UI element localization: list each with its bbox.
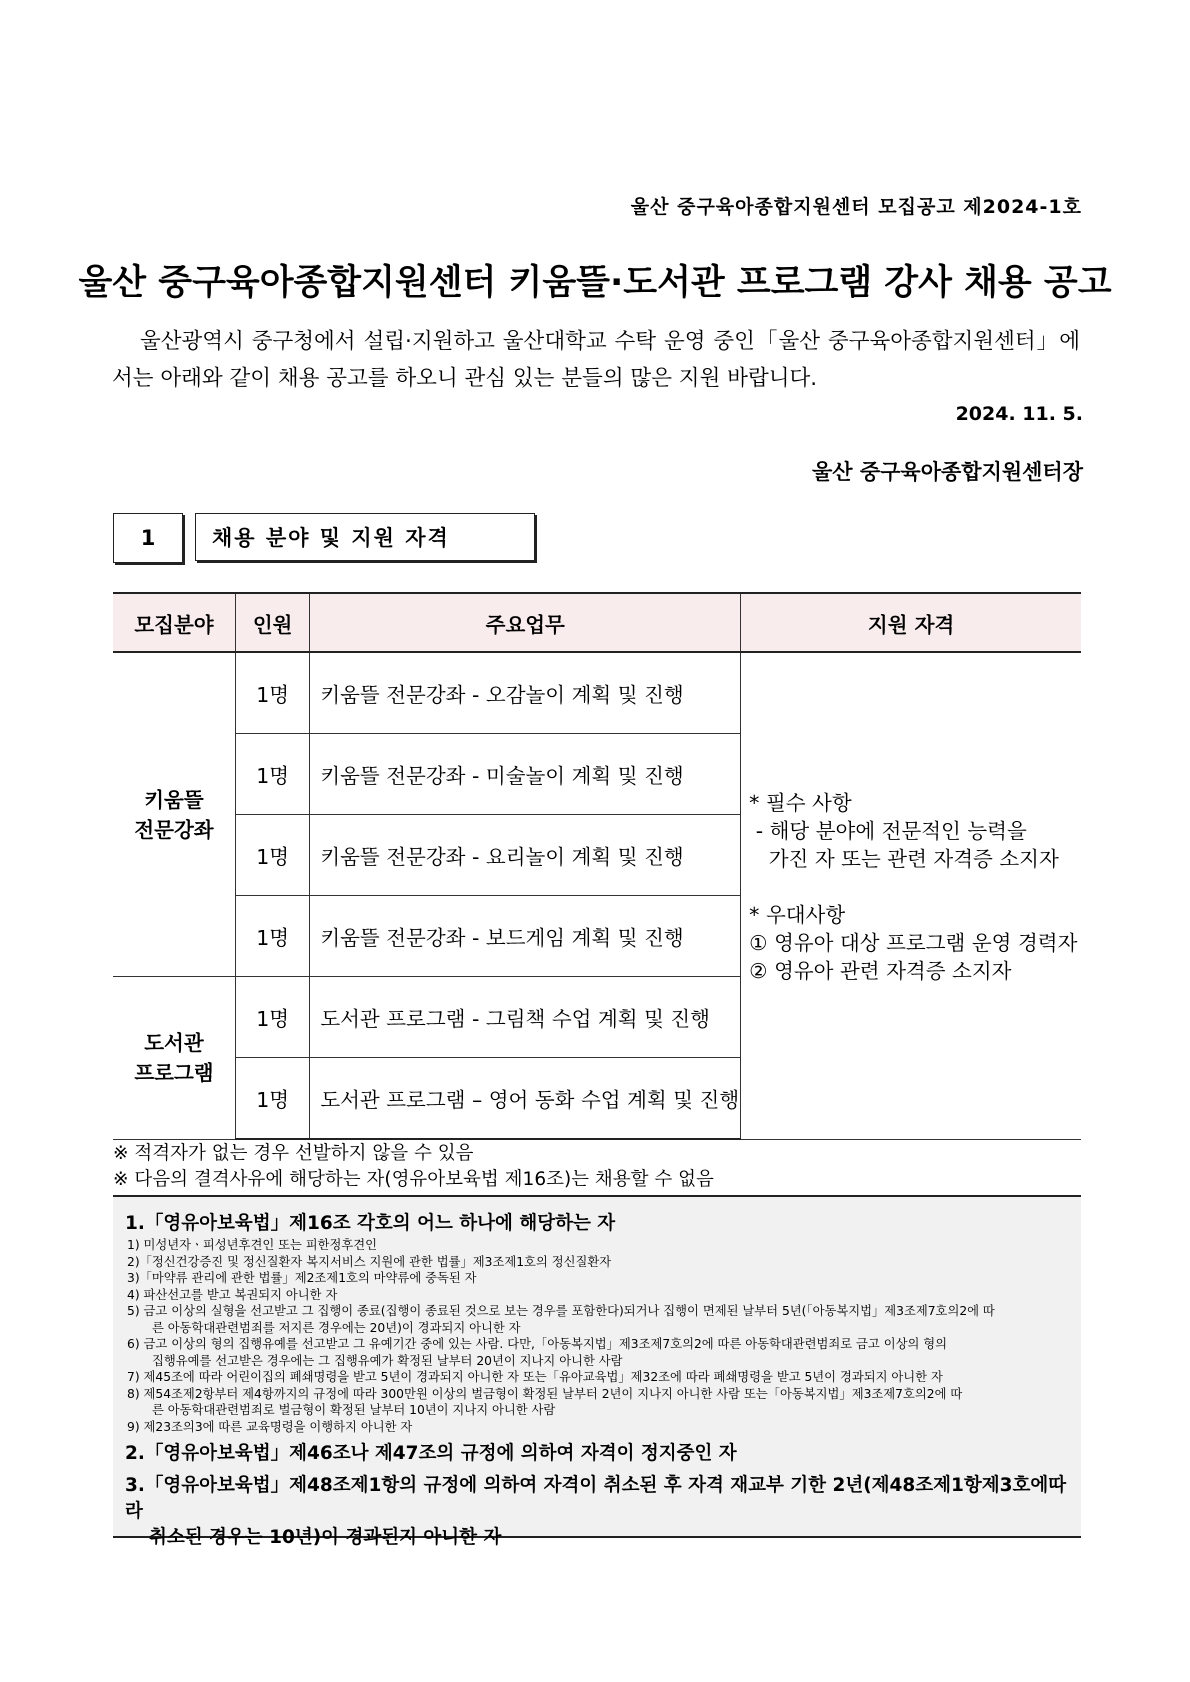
table-header-row <box>113 593 1081 652</box>
page-title: 울산 중구육아종합지원센터 키움뜰·도서관 프로그램 강사 채용 공고 <box>78 263 1112 303</box>
duty-cell: 키움뜰 전문강좌 - 요리놀이 계획 및 진행 <box>310 815 741 896</box>
note-line: ※ 다음의 결격사유에 해당하는 자(영유아보육법 제16조)는 채용할 수 없음 <box>113 1169 714 1190</box>
signer: 울산 중구육아종합지원센터장 <box>811 460 1083 484</box>
notice-number: 울산 중구육아종합지원센터 모집공고 제2024-1호 <box>630 196 1082 218</box>
category-kiumddeul: 키움뜰 전문강좌 <box>113 652 235 977</box>
disq-sub: 7) 제45조에 따라 어린이집의 폐쇄명령을 받고 5년이 경과되지 아니한 자 또는「유아교육법」제32조에 따라 폐쇄명령을 받고 5년이 경과되지 아니한 자 <box>127 1370 943 1384</box>
disq-sub: 른 아동학대관련범죄로 벌금형이 확정된 날부터 10년이 지나지 아니한 사람 <box>152 1403 556 1417</box>
count-cell: 1명 <box>235 977 309 1058</box>
disq-sub: 2)「정신건강증진 및 정신질환자 복지서비스 지원에 관한 법률」제3조제1호의 정신질환자 <box>127 1254 612 1269</box>
duty-cell: 도서관 프로그램 - 그림책 수업 계획 및 진행 <box>310 977 741 1058</box>
disq-item-3: 3.「영유아보육법」제48조제1항의 규정에 의하여 자격이 취소된 후 자격 재교부 기한 2년(제48조제1항제3호에따라 <box>125 1475 1067 1522</box>
disq-item-3-cont: 취소된 경우는 10년)이 경과된지 아니한 자 <box>149 1527 502 1548</box>
count-cell: 1명 <box>235 815 309 896</box>
qual-line: * 우대사항 <box>749 902 846 927</box>
section-number: 1 <box>113 513 183 563</box>
disq-sub: 1) 미성년자ㆍ피성년후견인 또는 피한정후견인 <box>127 1238 378 1252</box>
disq-sub: 3)「마약류 관리에 관한 법률」제2조제1호의 마약류에 중독된 자 <box>127 1271 477 1285</box>
disqualification-box <box>113 1195 1081 1548</box>
intro-paragraph: 울산광역시 중구청에서 설립·지원하고 울산대학교 수탁 운영 중인「울산 중구육아종합지원센터」에서는 아래와 같이 채용 공고를 하오니 관심 있는 분들의 많은 지원 바랍니다. <box>112 329 1080 391</box>
header-count: 인원 <box>235 593 309 652</box>
header-category: 모집분야 <box>113 593 235 652</box>
duty-cell: 도서관 프로그램 – 영어 동화 수업 계획 및 진행 <box>310 1058 741 1140</box>
count-cell: 1명 <box>235 1058 309 1140</box>
count-cell: 1명 <box>235 652 309 734</box>
notice-date: 2024. 11. 5. <box>955 403 1083 425</box>
count-cell: 1명 <box>235 896 309 977</box>
disq-item-2: 2.「영유아보육법」제46조나 제47조의 규정에 의하여 자격이 정지중인 자 <box>125 1443 737 1464</box>
qual-line: * 필수 사항 <box>749 790 852 815</box>
disq-sub: 6) 금고 이상의 형의 집행유예를 선고받고 그 유예기간 중에 있는 사람. 다만,「아동복지법」제3조제7호의2에 따른 아동학대관련범죄로 금고 이상의 형의 <box>127 1337 948 1351</box>
table-row <box>113 652 1081 734</box>
note-line: ※ 적격자가 없는 경우 선발하지 않을 수 있음 <box>113 1143 474 1164</box>
qual-line: ② 영유아 관련 자격증 소지자 <box>749 958 1012 983</box>
section-title: 채용 분야 및 지원 자격 <box>195 513 535 561</box>
disq-item-1: 1.「영유아보육법」제16조 각호의 어느 하나에 해당하는 자 <box>125 1213 616 1234</box>
notes <box>113 1141 714 1193</box>
qual-line: - 해당 분야에 전문적인 능력을 <box>749 818 1027 843</box>
disq-sub: 집행유예를 선고받은 경우에는 그 집행유예가 확정된 날부터 20년이 지나지 아니한 사람 <box>152 1353 623 1368</box>
duty-cell: 키움뜰 전문강좌 - 오감놀이 계획 및 진행 <box>310 652 741 734</box>
header-duty: 주요업무 <box>310 593 741 652</box>
disq-sub: 4) 파산선고를 받고 복권되지 아니한 자 <box>127 1287 338 1302</box>
disq-sub: 8) 제54조제2항부터 제4항까지의 규정에 따라 300만원 이상의 벌금형이 확정된 날부터 2년이 지나지 아니한 사람 또는「아동복지법」제3조제7호의2에 따 <box>127 1386 963 1401</box>
duty-cell: 키움뜰 전문강좌 - 미술놀이 계획 및 진행 <box>310 734 741 815</box>
count-cell: 1명 <box>235 734 309 815</box>
disq-sub: 9) 제23조의3에 따른 교육명령을 이행하지 아니한 자 <box>127 1419 413 1434</box>
disq-sub: 른 아동학대관련범죄를 저지른 경우에는 20년)이 경과되지 아니한 자 <box>152 1320 521 1335</box>
category-library: 도서관 프로그램 <box>113 977 235 1140</box>
qual-line: 가진 자 또는 관련 자격증 소지자 <box>749 846 1059 871</box>
disq-sub: 5) 금고 이상의 실형을 선고받고 그 집행이 종료(집행이 종료된 것으로 보는 경우를 포함한다)되거나 집행이 면제된 날부터 5년(「아동복지법」제3조제7호의2에 따 <box>127 1304 995 1318</box>
qualification-cell <box>741 652 1081 1139</box>
duty-cell: 키움뜰 전문강좌 - 보드게임 계획 및 진행 <box>310 896 741 977</box>
recruitment-table <box>113 592 1081 1140</box>
qual-line: ① 영유아 대상 프로그램 운영 경력자 <box>749 930 1078 955</box>
header-qualification: 지원 자격 <box>741 593 1081 652</box>
